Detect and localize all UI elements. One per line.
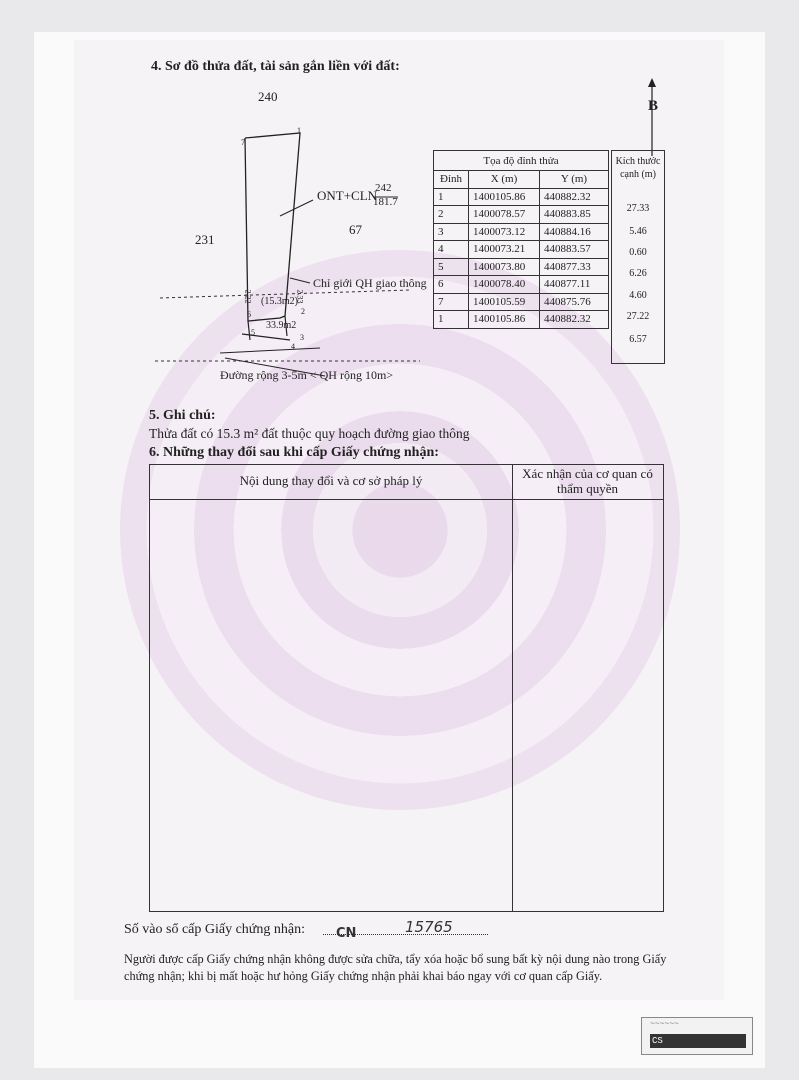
vertex-5: 5 xyxy=(251,328,255,337)
section-5-note: Thửa đất có 15.3 m² đất thuộc quy hoạch đường giao thông xyxy=(149,426,470,441)
table-row: 1 1400105.86 440882.32 xyxy=(434,311,609,329)
boundary-label: Chỉ giới QH giao thông xyxy=(313,276,427,290)
registry-number: 15765 xyxy=(405,918,453,936)
changes-col-content: Nội dung thay đổi và cơ sở pháp lý xyxy=(239,473,423,488)
header-divider xyxy=(150,499,663,500)
table-row: 5 1400073.80 440877.33 xyxy=(434,258,609,276)
changes-table xyxy=(149,464,664,912)
vertex-6: 6 xyxy=(247,310,251,319)
edge-length: 27.22 xyxy=(626,311,650,322)
col-y: Y (m) xyxy=(540,171,609,189)
edge-length: 5.46 xyxy=(629,226,647,237)
north-arrow-icon xyxy=(640,78,664,158)
planning-area-label: (15.3m2) xyxy=(261,296,298,307)
table-row: 2 1400078.57 440883.85 xyxy=(434,206,609,224)
stamp-code: CS xyxy=(650,1034,746,1048)
vertex-4: 4 xyxy=(291,342,295,351)
parcel-area: 181.7 xyxy=(373,196,398,208)
vertex-7: 7 xyxy=(241,138,245,147)
vertex-1: 1 xyxy=(297,126,301,135)
edge-length: 27.33 xyxy=(626,203,650,214)
side-length-b: 2.33 xyxy=(295,289,305,304)
table-row: 7 1400105.59 440875.76 xyxy=(434,293,609,311)
adjacent-parcel-top: 240 xyxy=(258,89,278,104)
table-row: 6 1400078.40 440877.11 xyxy=(434,276,609,294)
column-divider xyxy=(512,465,513,911)
table-row: 3 1400073.12 440884.16 xyxy=(434,223,609,241)
coordinates-table xyxy=(433,150,609,329)
parcel-outline xyxy=(245,133,300,321)
adjacent-parcel-left: 231 xyxy=(195,232,215,247)
side-length-a: 2.22 xyxy=(243,289,253,304)
table-row: 1 1400105.86 440882.32 xyxy=(434,188,609,206)
stamp-small-text: ~~~~~~ xyxy=(650,1020,679,1029)
edge-length-column xyxy=(611,150,665,364)
col-vertex: Đỉnh xyxy=(434,171,469,189)
stamp-label xyxy=(641,1017,753,1055)
road-label: Đường rộng 3-5m < QH rộng 10m> xyxy=(220,368,394,382)
lot-area-label: 33.9m2 xyxy=(266,320,297,331)
edge-length: 6.26 xyxy=(629,268,647,279)
label-leader xyxy=(280,200,313,216)
lot-edge-left xyxy=(248,321,250,340)
adjacent-parcel-right: 67 xyxy=(349,222,362,237)
table-row: 4 1400073.21 440883.57 xyxy=(434,241,609,259)
boundary-leader xyxy=(290,278,310,283)
section-4-title: 4. Sơ đồ thửa đất, tài sản gắn liền với đất: xyxy=(151,59,400,74)
vertex-3: 3 xyxy=(300,333,304,342)
registry-label: Số vào sổ cấp Giấy chứng nhận: xyxy=(124,922,305,937)
north-label: B xyxy=(648,98,659,114)
col-x: X (m) xyxy=(469,171,540,189)
edge-length: 6.57 xyxy=(629,334,647,345)
land-type-label: ONT+CLN xyxy=(317,188,378,203)
registry-prefix: CN xyxy=(336,926,357,941)
notice-text: Người được cấp Giấy chứng nhận không được sửa chữa, tẩy xóa hoặc bổ sung bất kỳ nội dung nào trong Giấy chứng nhận; khi bị mất hoặc hư hỏng Giấy chứng nhận phải khai báo ngay với cơ quan cấp Giấy. xyxy=(124,952,667,983)
road-line xyxy=(220,348,320,353)
vertex-2: 2 xyxy=(301,307,305,316)
parcel-number: 242 xyxy=(375,182,392,194)
edge-length: 0.60 xyxy=(629,247,647,258)
section-5-title: 5. Ghi chú: xyxy=(149,408,216,423)
changes-col-confirmation: Xác nhận của cơ quan có thẩm quyền xyxy=(522,466,653,496)
section-6-title: 6. Những thay đổi sau khi cấp Giấy chứng nhận: xyxy=(149,445,439,460)
edge-length: 4.60 xyxy=(629,290,647,301)
edge-length-header: Kích thước cạnh (m) xyxy=(615,156,661,180)
coords-header: Tọa độ đỉnh thửa xyxy=(434,151,609,171)
